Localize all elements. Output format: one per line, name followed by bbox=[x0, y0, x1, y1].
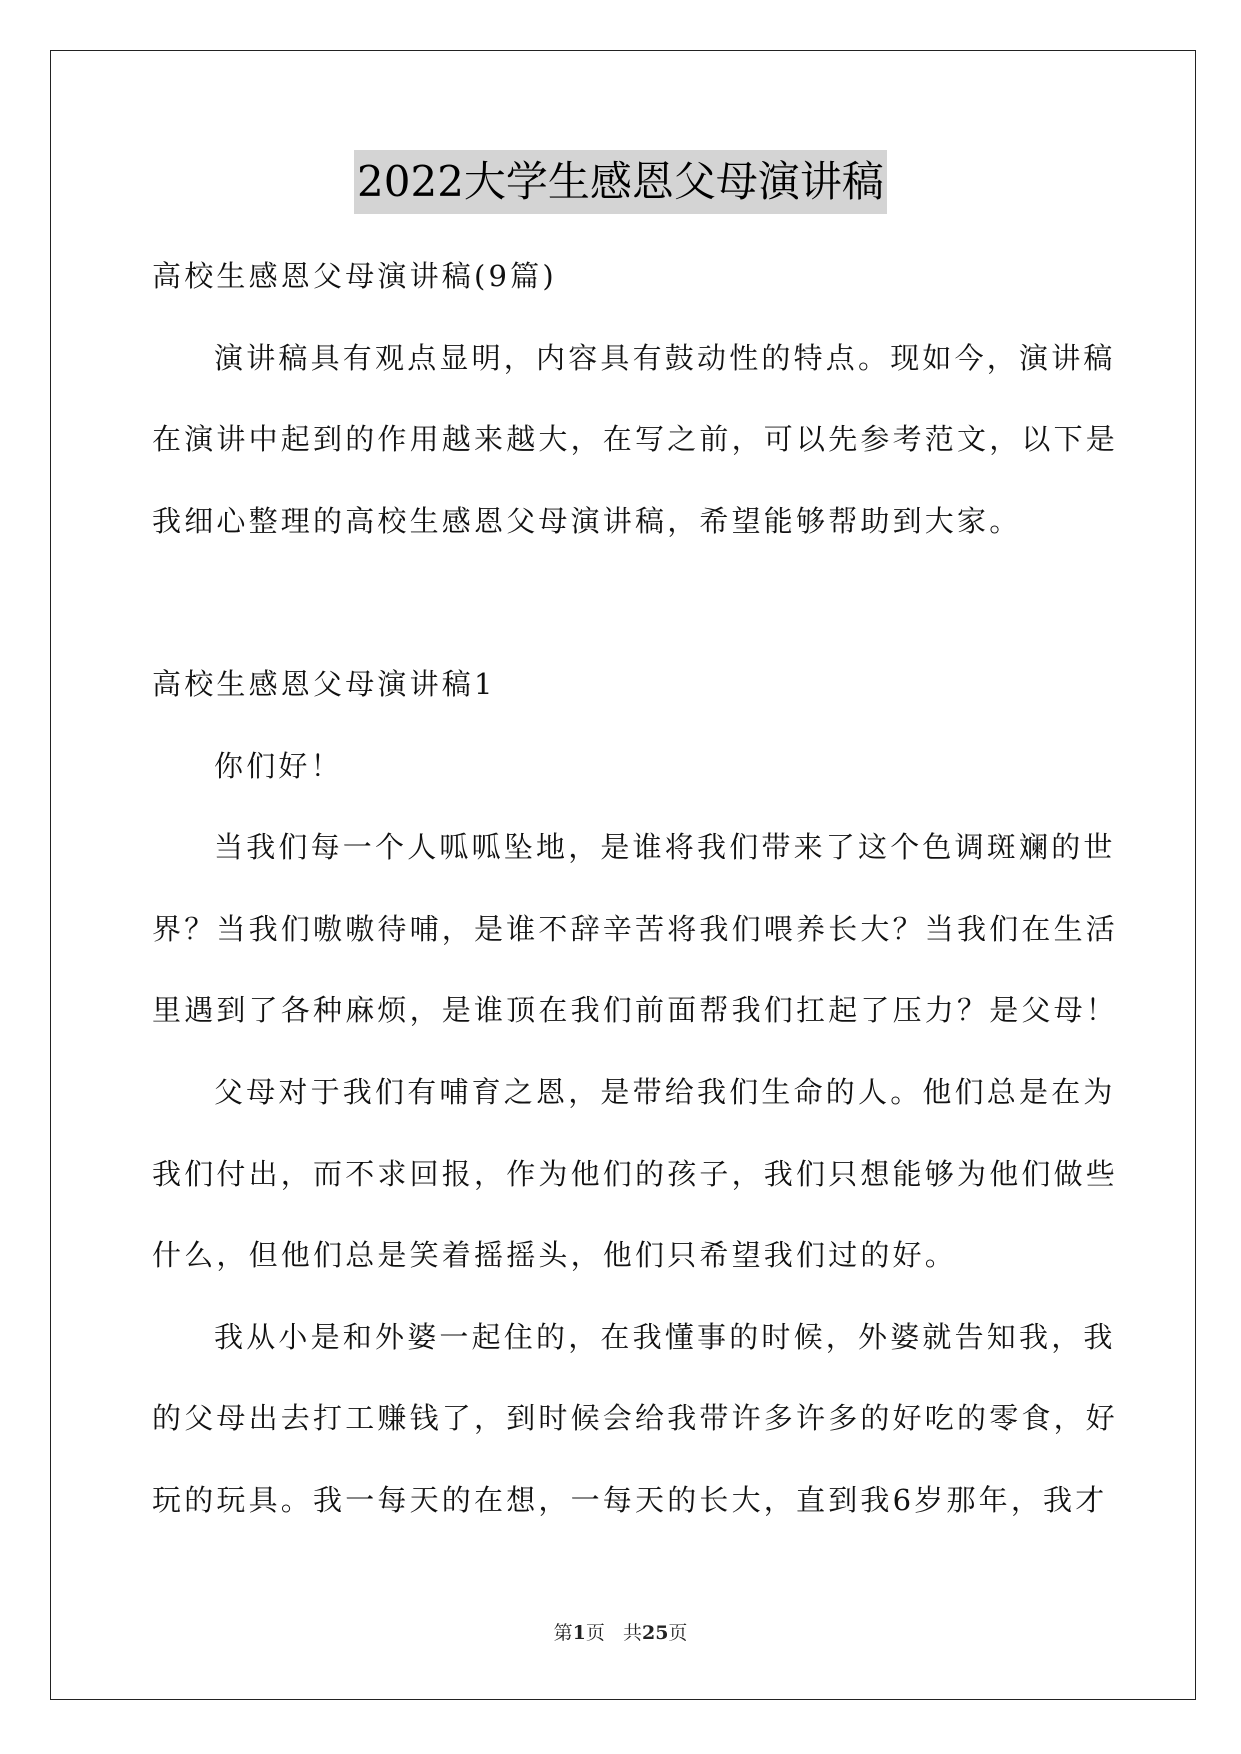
blank-line bbox=[152, 562, 1092, 644]
page-suffix: 页 bbox=[585, 1622, 605, 1644]
total-pages: 25 bbox=[641, 1622, 669, 1644]
document-title: 2022大学生感恩父母演讲稿 bbox=[354, 150, 887, 214]
paragraph-line: 高校生感恩父母演讲稿(9篇) bbox=[152, 259, 557, 293]
paragraph-line: 我们付出，而不求回报，作为他们的孩子，我们只想能够为他们做些 bbox=[152, 1156, 1119, 1191]
paragraph-line: 父母对于我们有哺育之恩，是带给我们生命的人。他们总是在为 bbox=[214, 1074, 1116, 1109]
document-body bbox=[152, 236, 1119, 1542]
paragraph-line: 玩的玩具。我一每天的在想，一每天的长大，直到我6岁那年，我才 bbox=[152, 1482, 1108, 1517]
paragraph-line: 在演讲中起到的作用越来越大，在写之前，可以先参考范文，以下是 bbox=[152, 422, 1119, 457]
paragraph-line: 里遇到了各种麻烦，是谁顶在我们前面帮我们扛起了压力？是父母！ bbox=[152, 993, 1119, 1028]
page-prefix: 第 bbox=[553, 1622, 573, 1644]
paragraph-line: 什么，但他们总是笑着摇摇头，他们只希望我们过的好。 bbox=[152, 1238, 958, 1273]
paragraph-line: 我细心整理的高校生感恩父母演讲稿，希望能够帮助到大家。 bbox=[152, 503, 1022, 538]
paragraph-line: 界？当我们嗷嗷待哺，是谁不辞辛苦将我们喂养长大？当我们在生活 bbox=[152, 911, 1119, 946]
paragraph-line: 的父母出去打工赚钱了，到时候会给我带许多许多的好吃的零食，好 bbox=[152, 1401, 1119, 1436]
paragraph-line: 高校生感恩父母演讲稿1 bbox=[152, 666, 496, 701]
total-suffix: 页 bbox=[668, 1622, 688, 1644]
paragraph-line: 当我们每一个人呱呱坠地，是谁将我们带来了这个色调斑斓的世 bbox=[214, 830, 1116, 865]
paragraph-line: 你们好！ bbox=[214, 748, 343, 783]
page-number: 1 bbox=[572, 1622, 586, 1644]
paragraph-line: 演讲稿具有观点显明，内容具有鼓动性的特点。现如今，演讲稿 bbox=[214, 340, 1116, 375]
paragraph-line: 我从小是和外婆一起住的，在我懂事的时候，外婆就告知我，我 bbox=[214, 1319, 1116, 1354]
title-container bbox=[0, 150, 1241, 214]
total-prefix: 共 bbox=[622, 1622, 642, 1644]
page-footer bbox=[0, 1618, 1241, 1645]
